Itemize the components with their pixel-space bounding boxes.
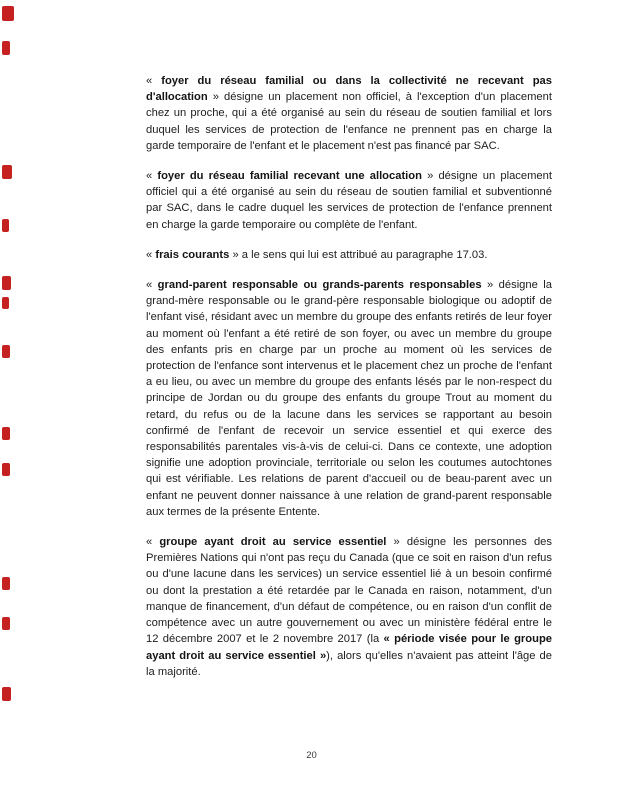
definition-term: frais courants xyxy=(155,248,230,261)
red-margin-mark xyxy=(2,165,12,179)
paragraph-text: » désigne les personnes des Premières Nations qui n'ont pas reçu du Canada (que ce soit en raison d'un refus ou d'une lacune dans les services) un service essentiel lié à un besoin confirmé ou dont la prestation a été retardée par le Canada en raison, notamment, d'un manque de financement, d'un défaut de compétence, ou en raison d'un conflit de compétence avec un autre gouvernement ou avec un ministère fédéral entre le 12 décembre 2007 et le 2 novembre 2017 (la xyxy=(146,536,552,646)
red-margin-mark xyxy=(2,276,11,290)
paragraph-text: « xyxy=(146,536,160,549)
paragraph-text: » désigne la grand-mère responsable ou le grand-père responsable biologique ou adoptif de l'enfant visé, résidant avec un membre du groupe des enfants retirés de leur foyer au moment où l'enfant a été retiré de son foyer, ou avec un membre du groupe des enfants pris en charge par un proche au moment où les services de protection de l'enfance sont intervenus et le placement chez un proche de l'enfant a eu lieu, ou avec un membre du groupe des enfants lésés par le non-respect du principe de Jordan ou du groupe des enfants du groupe Trout au moment du retard, du refus ou de la lacune dans les services se rapportant au besoin confirmé de l'enfant de recevoir un service essentiel et qui exerce des responsabilités parentales vis-à-vis de celui-ci. Dans ce contexte, une adoption signifie une adoption provinciale, territoriale ou selon les coutumes autochtones qui est vérifiable. Les relations de parent d'accueil ou de beau-parent avec un enfant ne peuvent donner naissance à une relation de grand-parent responsable aux termes de la présente Entente. xyxy=(146,279,552,518)
definition-term: « période visée pour le groupe ayant droit au service essentiel » xyxy=(146,633,553,662)
paragraph-text: » a le sens qui lui est attribué au paragraphe 17.03. xyxy=(229,248,488,261)
paragraph xyxy=(146,534,552,680)
red-margin-mark xyxy=(2,577,10,590)
definition-term: groupe ayant droit au service essentiel xyxy=(159,536,387,549)
paragraph-text: « xyxy=(146,248,156,261)
red-margin-mark xyxy=(2,345,10,358)
paragraph xyxy=(146,168,552,233)
paragraph-text: ), alors qu'elles n'avaient pas atteint l'âge de la majorité. xyxy=(146,649,553,678)
red-margin-mark xyxy=(2,41,10,55)
definition-term: grand-parent responsable ou grands-parents responsables xyxy=(157,279,482,292)
red-margin-mark xyxy=(2,6,14,21)
paragraph-text: « xyxy=(146,279,158,292)
page-number: 20 xyxy=(306,750,317,761)
red-margin-mark xyxy=(2,463,10,476)
red-margin-mark xyxy=(2,297,9,309)
red-margin-mark xyxy=(2,219,9,232)
paragraph xyxy=(146,277,552,520)
paragraph xyxy=(146,73,552,154)
red-margin-mark xyxy=(2,427,10,440)
paragraph-text: » désigne un placement officiel qui a été organisé au sein du réseau de soutien familial et subventionné par SAC, dans le cadre duquel les services de protection de l'enfance prennent en charge la garde temporaire ou complète de l'enfant. xyxy=(146,170,552,231)
document-body xyxy=(146,73,552,694)
definition-term: foyer du réseau familial ou dans la collectivité ne recevant pas d'allocation xyxy=(146,75,552,104)
paragraph xyxy=(146,247,552,263)
paragraph-text: » désigne un placement non officiel, à l'exception d'un placement chez un proche, qui a été organisé au sein du réseau de soutien familial et lors duquel les services de protection de l'enfance ne prennent pas en charge la garde temporaire de l'enfant et le placement n'est pas financé par SAC. xyxy=(146,91,552,152)
red-margin-mark xyxy=(2,617,10,630)
definition-term: foyer du réseau familial recevant une allocation xyxy=(157,170,422,183)
paragraph-text: « xyxy=(146,170,158,183)
red-margin-mark xyxy=(2,687,11,701)
paragraph-text: « xyxy=(146,75,162,87)
